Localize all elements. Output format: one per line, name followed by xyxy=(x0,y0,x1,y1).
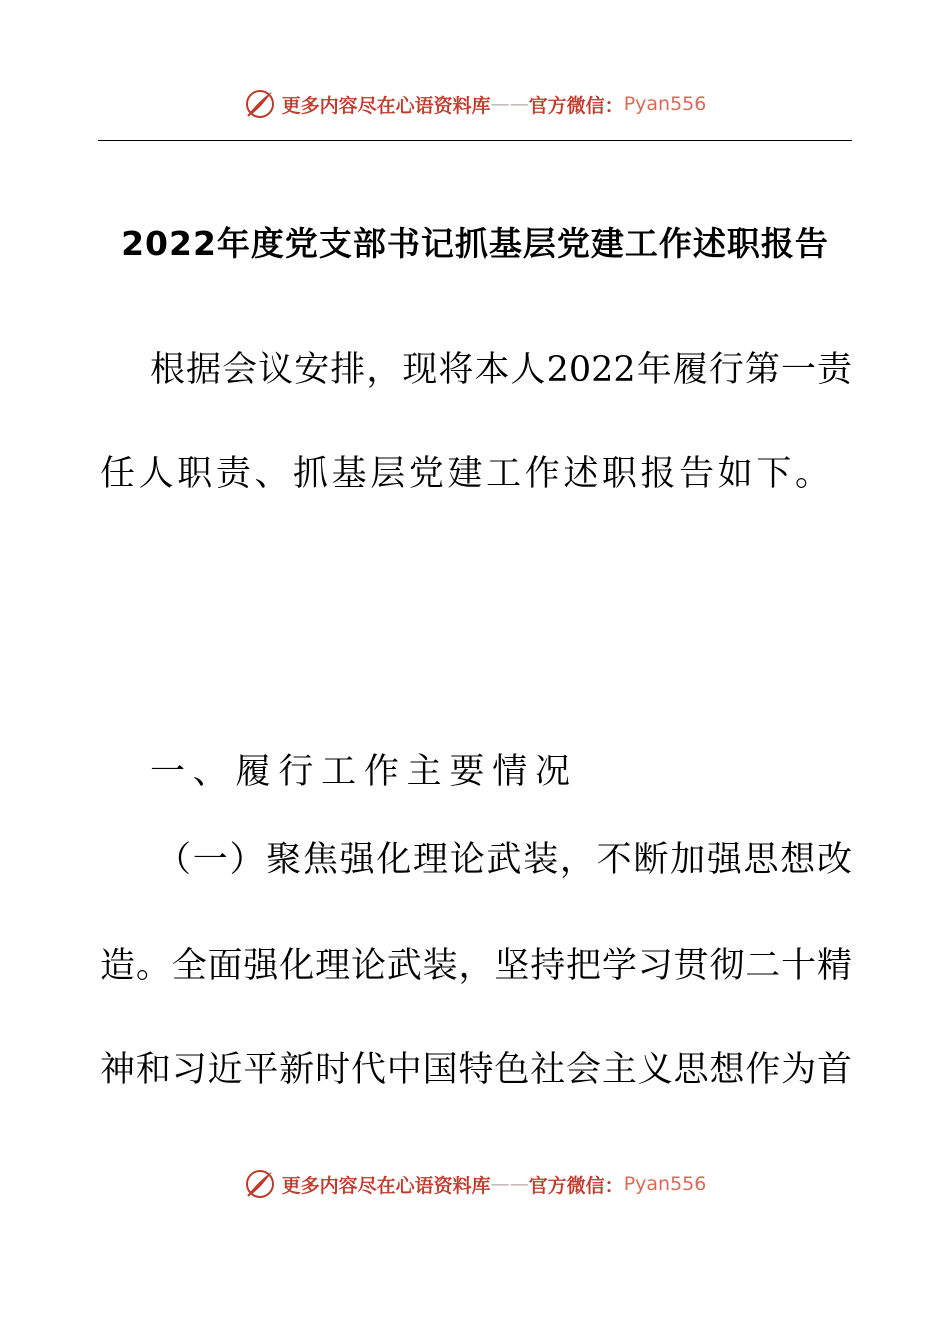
watermark-site-text: 更多内容尽在心语资料库 xyxy=(281,94,491,117)
watermark-banner-bottom xyxy=(0,1164,950,1204)
header-divider xyxy=(98,140,852,141)
watermark-site-text: 更多内容尽在心语资料库 xyxy=(281,1174,491,1197)
quill-logo-icon xyxy=(244,88,276,120)
watermark-label: 官方微信： xyxy=(528,1174,624,1197)
watermark-separator: —— xyxy=(490,93,529,115)
watermark-wechat-id: Pyan556 xyxy=(623,93,707,115)
watermark-banner-top xyxy=(0,84,950,124)
section-heading-1: 一、履行工作主要情况 xyxy=(150,752,570,792)
subsection-heading-1: （一）聚焦强化理论武装，不断加强思想改 xyxy=(156,840,852,880)
watermark-label: 官方微信： xyxy=(528,94,624,117)
document-title: 2022年度党支部书记抓基层党建工作述职报告 xyxy=(121,224,829,263)
body-line-1: 根据会议安排，现将本人2022年履行第一责 xyxy=(150,350,852,390)
quill-logo-icon xyxy=(244,1168,276,1200)
watermark-wechat-id: Pyan556 xyxy=(623,1173,707,1195)
body-line-6: 神和习近平新时代中国特色社会主义思想作为首 xyxy=(100,1050,852,1090)
watermark-separator: —— xyxy=(490,1173,529,1195)
body-line-2: 任人职责、抓基层党建工作述职报告如下。 xyxy=(100,454,830,494)
body-line-5: 造。全面强化理论武装，坚持把学习贯彻二十精 xyxy=(100,946,852,986)
